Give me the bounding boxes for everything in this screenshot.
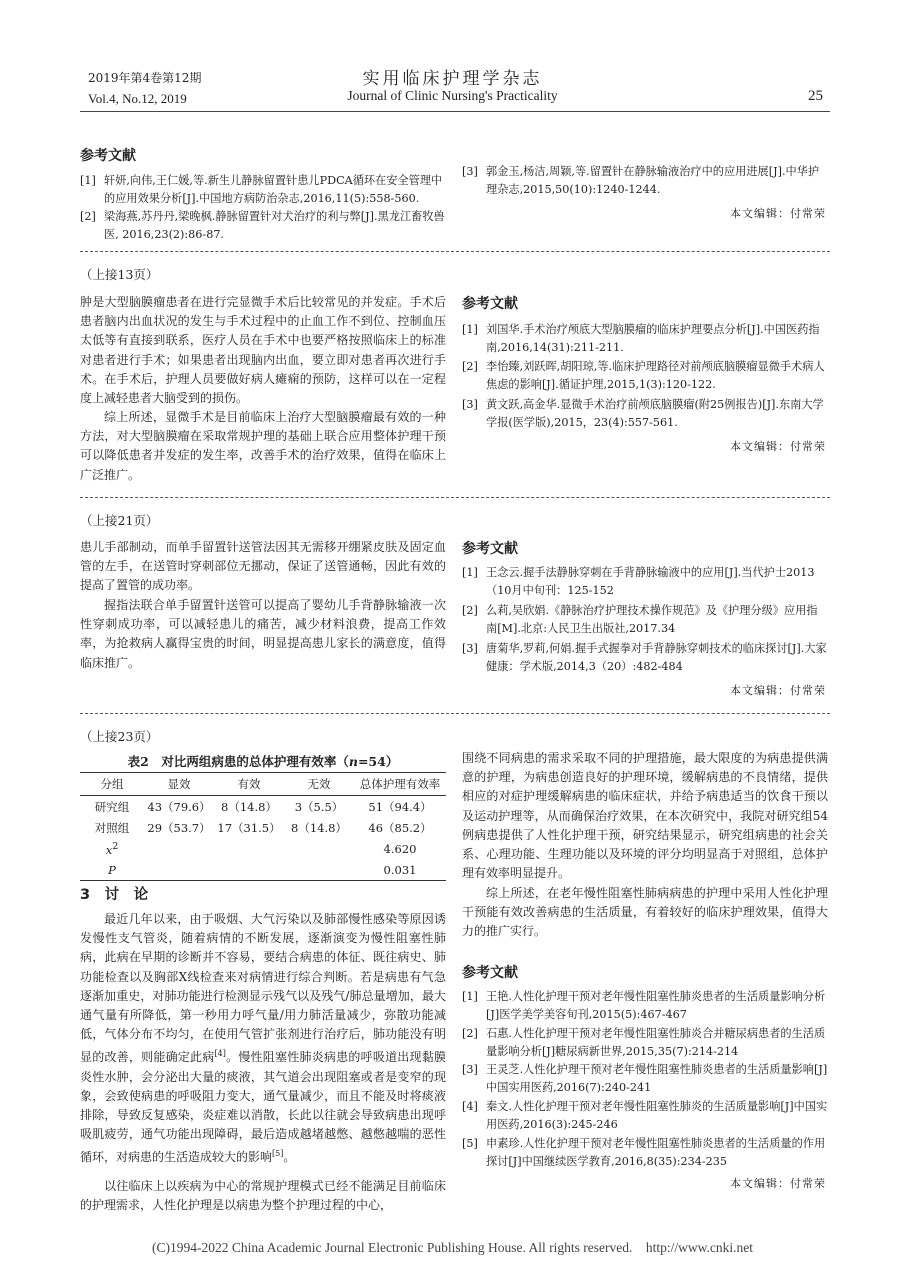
reference-text: 么莉,吴欣娟.《静脉治疗护理技术操作规范》及《护理分级》应用指南[M].北京:人民卫生出版社,2017.34 — [486, 604, 818, 635]
section-heading: 3 讨 论 — [80, 887, 149, 903]
reference-number: [5] — [462, 1137, 478, 1150]
table-row — [80, 859, 446, 881]
reference-item — [462, 640, 828, 676]
continuation-label: （上接21页） — [80, 513, 159, 528]
body-paragraph: 握指法联合单手留置针送管可以提高了婴幼儿手背静脉输液一次性穿刺成功率，可以减轻患儿的痛苦，减少材料浪费，提高工作效率，为抢救病人赢得宝贵的时间，明显提高患儿家长的满意度，值得临床推广。 — [80, 598, 446, 670]
body-paragraph: 肿是大型脑膜瘤患者在进行完显微手术后比较常见的并发症。手术后患者脑内出血状况的发生与手术过程中的止血工作不到位、控制血压太低等有直接到联系，医疗人员在手术中也要严格按照临床上的标准对患者进行手术；如果患者出现脑内出血，要立即对患者再次进行手术。在手术后，护理人员要做好病人瘫痫的预防，这样可以在一定程度上减轻患者大脑受到的损伤。 — [80, 295, 446, 406]
effectiveness-table — [80, 772, 446, 881]
reference-text: 郭金玉,杨洁,周颖,等.留置针在静脉输液治疗中的应用进展[J].中华护理杂志,2015,50(10):1240-1244. — [486, 165, 820, 196]
citation: [4] — [214, 1049, 226, 1059]
references-heading: 参考文献 — [462, 541, 518, 557]
table-header-row — [80, 773, 446, 796]
reference-text: 申素珍.人性化护理干预对老年慢性阻塞性肺炎患者的生活质量的作用探讨[J]中国继续医学教育,2016,8(35):234-235 — [486, 1137, 826, 1168]
p-label: P — [108, 862, 116, 877]
reference-item — [462, 396, 828, 432]
reference-item — [462, 602, 828, 638]
reference-number: [3] — [462, 398, 478, 411]
body-paragraph: 围绕不同病患的需求采取不同的护理措施，最大限度的为病患提供满意的护理，为病患创造良好的护理环境，缓解病患的不良情绪，提供相应的对症护理缓解病患的临床症状，并给予病患适当的饮食干预以及运动护理等，从而确保治疗效果，在本次研究中，我院对研究组54例病患提供了人性化护理干预，研究结果显示，研究组病患的社会关系、心理功能、生理功能以及环境的评分均明显高于对照组，总体护理有效率明显提升。 — [462, 751, 828, 881]
page-number: 25 — [808, 88, 823, 104]
table-cell: 46（85.2） — [368, 820, 432, 835]
issue-en: Vol.4, No.12, 2019 — [88, 91, 187, 106]
paragraph-text: 最近几年以来，由于吸烟、大气污染以及肺部慢性感染等原因诱发慢性支气管炎，随着病情的不断发展，逐渐演变为慢性阻塞性肺病，此病在早期的诊断并不容易，要结合病患的体征、既往病史、肺功能检查以及胸部X线检查来对病情进行综合判断。若是病患有气急逐渐加重史，对肺功能进行检测显示残气以及残气/肺总量增加，最大通气量有所降低，第一秒用力呼气量/用力肺活量减少，弥散功能减低，气体分布不均匀，在使用气管扩张剂进行治疗后，肺功能没有明显的改善，则能确定此病 — [80, 912, 446, 1065]
body-paragraph: 以往临床上以疾病为中心的常规护理模式已经不能满足目前临床的护理需求，人性化护理是以病患为整个护理过程的中心， — [80, 1179, 446, 1213]
table-cell: 43（79.6） — [147, 799, 211, 814]
reference-item — [462, 1061, 828, 1097]
citation: [5] — [272, 1149, 284, 1159]
chi-square-sup: 2 — [112, 840, 119, 852]
reference-text: 王念云.握手法静脉穿刺在手背静脉输液中的应用[J].当代护士2013（10月中旬刊：125-152 — [486, 566, 815, 597]
table-row — [80, 838, 446, 859]
reference-number: [4] — [462, 1100, 478, 1113]
reference-number: [2] — [462, 604, 478, 617]
table-row — [80, 817, 446, 838]
paragraph-text: 慢性阻塞性肺炎病患的呼吸道出现黏膜炎性水肿，会分泌出大量的痰液，其气道会出现阻塞或者是变窄的现象，会致使病患的呼吸阻力变大，通气量减少，而且不能及时将痰液排除，导致反复感染，炎症难以消散，长此以往就会导致病患出现呼吸肌疲劳，通气功能出现障碍，最后造成越堵越憋、越憋越喘的恶性循环，对病患的生活造成较大的影响 — [80, 1050, 446, 1165]
table-cell: 51（94.4） — [368, 799, 432, 814]
reference-number: [1] — [462, 323, 478, 336]
table-cell: 0.031 — [354, 859, 446, 881]
table-cell: 8（14.8） — [291, 820, 347, 835]
issue-cn: 2019年第4卷第12期 — [88, 71, 202, 85]
table-header: 总体护理有效率 — [354, 773, 446, 796]
table-header: 显效 — [144, 773, 214, 796]
journal-title-cn: 实用临床护理学杂志 — [362, 69, 543, 89]
reference-text: 梁海燕,苏丹丹,梁晚枫.静脉留置针对犬治疗的利与弊[J].黑龙江畜牧兽医, 2016,23(2):86-87. — [104, 210, 445, 241]
section-divider — [80, 713, 830, 714]
table-cell: 17（31.5） — [217, 820, 281, 835]
reference-text: 轩妍,向伟,王仁媛,等.新生儿静脉留置针患儿PDCA循环在安全管理中的应用效果分析[J].中国地方病防治杂志,2016,11(5):558-560. — [104, 174, 443, 205]
table-cell: 29（53.7） — [147, 820, 211, 835]
reference-number: [1] — [462, 990, 478, 1003]
editor-note: 本文编辑：付常荣 — [730, 440, 826, 453]
reference-number: [2] — [462, 1027, 478, 1040]
references-heading: 参考文献 — [462, 965, 518, 981]
reference-number: [1] — [80, 174, 96, 187]
table-header: 分组 — [80, 773, 144, 796]
editor-note: 本文编辑：付常荣 — [730, 207, 826, 220]
reference-item — [80, 208, 446, 244]
reference-text: 李怡臻,刘跃晖,胡阳琼,等.临床护理路径对前颅底脑膜瘤显微手术病人焦虑的影响[J].循证护理,2015,1(3):120-122. — [486, 360, 825, 391]
references-heading: 参考文献 — [80, 148, 136, 164]
reference-item — [80, 172, 446, 208]
table-row — [80, 796, 446, 818]
reference-item — [462, 321, 828, 357]
reference-text: 秦文.人性化护理干预对老年慢性阻塞性肺炎的生活质量影响[J]中国实用医药,2016(3):245-246 — [486, 1100, 828, 1131]
table-cell: 4.620 — [383, 841, 417, 856]
reference-item — [462, 564, 828, 600]
table-cell: 对照组 — [94, 820, 130, 835]
reference-number: [2] — [462, 360, 478, 373]
reference-text: 王灵芝.人性化护理干预对老年慢性阻塞性肺炎患者的生活质量影响[J]中国实用医药,2016(7):240-241 — [486, 1063, 828, 1094]
table-cell — [80, 838, 144, 859]
reference-text: 刘国华.手术治疗颅底大型脑膜瘤的临床护理要点分析[J].中国医药指南,2016,14(31):211-211. — [486, 323, 820, 354]
reference-text: 王艳.人性化护理干预对老年慢性阻塞性肺炎患者的生活质量影响分析[J]医学美学美容旬刊,2015(5):467-467 — [486, 990, 826, 1021]
copyright-footer: (C)1994-2022 China Academic Journal Electronic Publishing House. All rights reserved. http://www.cnki.net — [152, 1240, 753, 1255]
table-cell: 研究组 — [94, 799, 130, 814]
reference-text: 唐菊华,罗莉,何娟.握手式握拳对手背静脉穿刺技术的临床探讨[J].大家健康：学术版,2014,3（20）:482-484 — [486, 642, 827, 673]
table-caption-suffix: =54） — [357, 754, 399, 769]
journal-title-en: Journal of Clinic Nursing's Practicality — [347, 88, 558, 103]
reference-item — [462, 163, 828, 199]
reference-text: 石惠.人性化护理干预对老年慢性阻塞性肺炎合并糖尿病患者的生活质量影响分析[J]糖尿病新世界,2015,35(7):214-214 — [486, 1027, 826, 1058]
reference-item — [462, 1098, 828, 1134]
reference-number: [3] — [462, 642, 478, 655]
reference-item — [462, 1135, 828, 1171]
reference-item — [462, 988, 828, 1024]
section-divider — [80, 497, 830, 498]
references-heading: 参考文献 — [462, 296, 518, 312]
table-cell: 8（14.8） — [221, 799, 277, 814]
body-paragraph: 最近几年以来，由于吸烟、大气污染以及肺部慢性感染等原因诱发慢性支气管炎，随着病情的不断发展，逐渐演变为慢性阻塞性肺病，此病在早期的诊断并不容易，要结合病患的体征、既往病史、肺功能检查以及胸部X线检查来对病情进行综合判断。若是病患有气急逐渐加重史，对肺功能进行检测显示残气以及残气/肺总量增加，最大通气量有所降低，第一秒用力呼气量/用力肺活量减少，弥散功能减低，气体分布不均匀，在使用气管扩张剂进行治疗后，肺功能没有明显的改善，则能确定此病[4]。慢性阻塞性肺炎病患的呼吸道出现黏膜炎性水肿，会分泌出大量的痰液，其气道会出现阻塞或者是变窄的现象，会致使病患的呼吸阻力变大，通气量减少，而且不能及时将痰液排除，导致反复感染，炎症难以消散，长此以往就会导致病患出现呼吸肌疲劳，通气功能出现障碍，最后造成越堵越憋、越憋越喘的恶性循环，对病患的生活造成较大的影响[5]。 — [80, 912, 446, 1165]
reference-number: [3] — [462, 165, 478, 178]
chi-square-label: x — [105, 842, 113, 857]
body-paragraph: 患儿手部制动，而单手留置针送管法因其无需移开绷紧皮肤及固定血管的左手，在送管时穿刺部位无挪动，保证了送管通畅，因此有效的提高了置管的成功率。 — [80, 540, 446, 593]
reference-item — [462, 358, 828, 394]
reference-text: 黄文跃,高金华.显微手术治疗前颅底脑膜瘤(附25例报告)[J].东南大学学报(医学版),2015，23(4):557-561. — [486, 398, 824, 429]
section-divider — [80, 251, 830, 252]
table-caption-text: 表2 对比两组病患的总体护理有效率（ — [127, 754, 349, 769]
body-paragraph: 综上所述，显微手术是目前临床上治疗大型脑膜瘤最有效的一种方法，对大型脑膜瘤在采取常规护理的基础上联合应用整体护理干预可以降低患者并发症的发生率，改善手术的治疗效果，值得在临床上广泛推广。 — [80, 410, 446, 482]
body-paragraph: 综上所述，在老年慢性阻塞性肺病病患的护理中采用人性化护理干预能有效改善病患的生活质量，有着较好的临床护理效果，值得大力的推广实行。 — [462, 886, 828, 939]
reference-number: [3] — [462, 1063, 478, 1076]
reference-number: [2] — [80, 210, 96, 223]
table-header: 无效 — [284, 773, 354, 796]
continuation-label: （上接13页） — [80, 267, 159, 282]
editor-note: 本文编辑：付常荣 — [730, 1177, 826, 1190]
reference-number: [1] — [462, 566, 478, 579]
header-rule — [80, 111, 830, 112]
table-cell: 3（5.5） — [294, 799, 344, 814]
table-header: 有效 — [214, 773, 284, 796]
table-caption — [80, 752, 446, 770]
table-caption-n: n — [348, 754, 358, 769]
editor-note: 本文编辑：付常荣 — [730, 684, 826, 697]
reference-item — [462, 1025, 828, 1061]
continuation-label: （上接23页） — [80, 729, 159, 744]
table-cell — [80, 859, 144, 881]
